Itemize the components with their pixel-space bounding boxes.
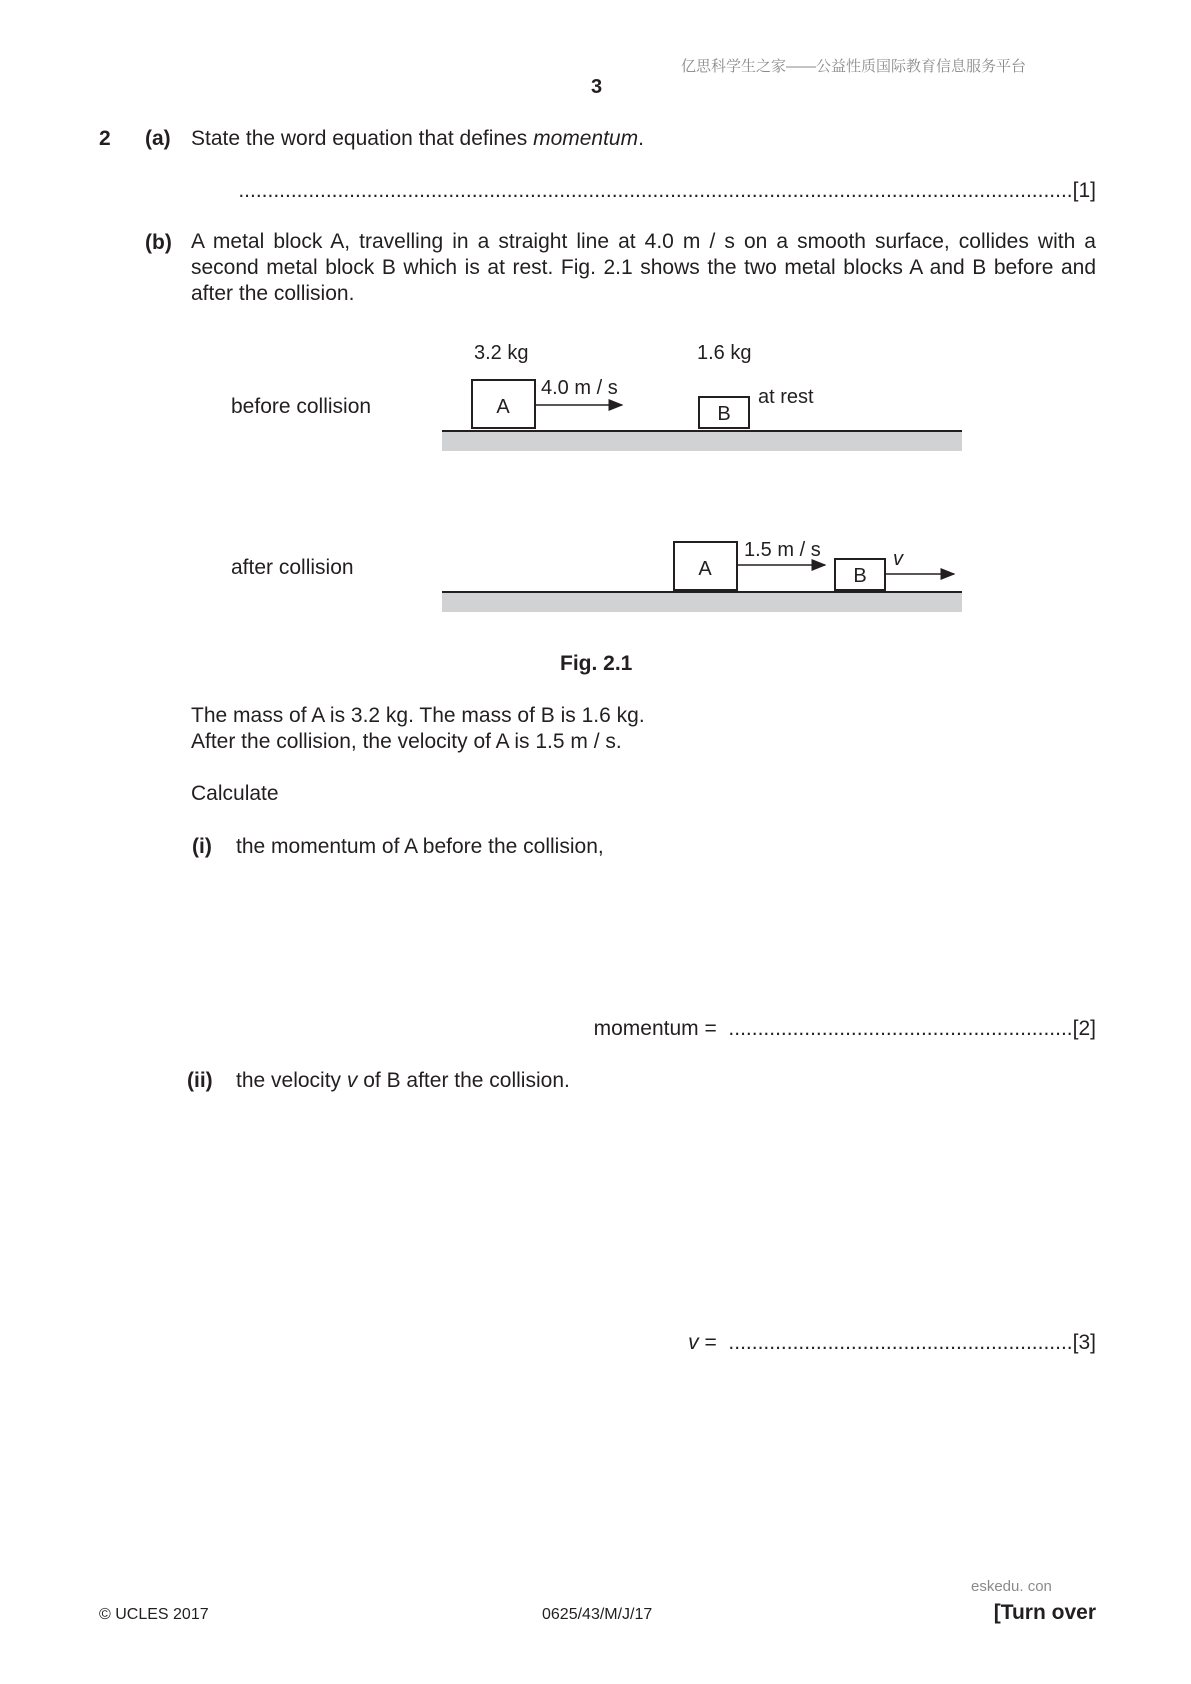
page-number: 3 [591, 76, 603, 98]
mass-a-label: 3.2 kg [474, 342, 529, 364]
block-a-before-letter: A [496, 396, 510, 418]
part-b-label: (b) [145, 231, 172, 254]
momentum-answer-line[interactable] [594, 1017, 1096, 1041]
surface-before [442, 431, 962, 451]
velocity-answer-label: = [704, 1331, 717, 1354]
sub-i-label: (i) [192, 835, 212, 858]
sub-i-question: the momentum of A before the collision, [236, 835, 604, 858]
block-a-after-letter: A [698, 558, 712, 580]
footer-site: eskedu. con [971, 1578, 1052, 1595]
velocity-answer-line[interactable] [688, 1331, 1096, 1355]
calculate-instruction: Calculate [191, 782, 279, 805]
mass-info-2: After the collision, the velocity of A is 1.5 m / s. [191, 730, 622, 753]
part-a-answer-line[interactable]: ...............................................................................................................................................[1] [238, 179, 1096, 202]
part-a-question: State the word equation that defines momentum. [191, 127, 644, 150]
footer-copyright: © UCLES 2017 [99, 1606, 209, 1623]
part-b-intro: A metal block A, travelling in a straight line at 4.0 m / s on a smooth surface, collides with a second metal block B which is at rest. Fig. 2.1 shows the two metal blocks A and B before and after the collision. [191, 230, 1096, 305]
velocity-answer-var: v [688, 1331, 699, 1354]
figure-caption: Fig. 2.1 [560, 652, 633, 675]
mass-info-1: The mass of A is 3.2 kg. The mass of B is 1.6 kg. [191, 704, 645, 727]
speed-a-after-label: 1.5 m / s [744, 539, 821, 561]
footer-paper-code: 0625/43/M/J/17 [542, 1606, 653, 1623]
header-watermark: 亿思科学生之家——公益性质国际教育信息服务平台 [681, 58, 1027, 75]
turn-over: [Turn over [993, 1601, 1096, 1624]
momentum-answer-dots[interactable]: ...........................................................[2] [728, 1017, 1096, 1040]
part-a-label: (a) [145, 127, 171, 150]
surface-after [442, 592, 962, 612]
sub-ii-label: (ii) [187, 1069, 213, 1092]
mass-b-label: 1.6 kg [697, 342, 752, 364]
block-b-before-letter: B [717, 403, 731, 425]
velocity-answer-dots[interactable]: ...........................................................[3] [728, 1331, 1096, 1354]
block-b-after-letter: B [853, 565, 867, 587]
speed-b-after-label: v [893, 548, 903, 570]
sub-ii-question: the velocity v of B after the collision. [236, 1069, 570, 1092]
after-collision-label: after collision [231, 556, 354, 579]
speed-a-before-label: 4.0 m / s [541, 377, 618, 399]
question-number: 2 [99, 127, 111, 150]
momentum-answer-label: momentum = [593, 1017, 717, 1040]
collision-diagram [0, 0, 1191, 700]
before-collision-label: before collision [231, 395, 372, 418]
b-at-rest-label: at rest [758, 386, 814, 408]
